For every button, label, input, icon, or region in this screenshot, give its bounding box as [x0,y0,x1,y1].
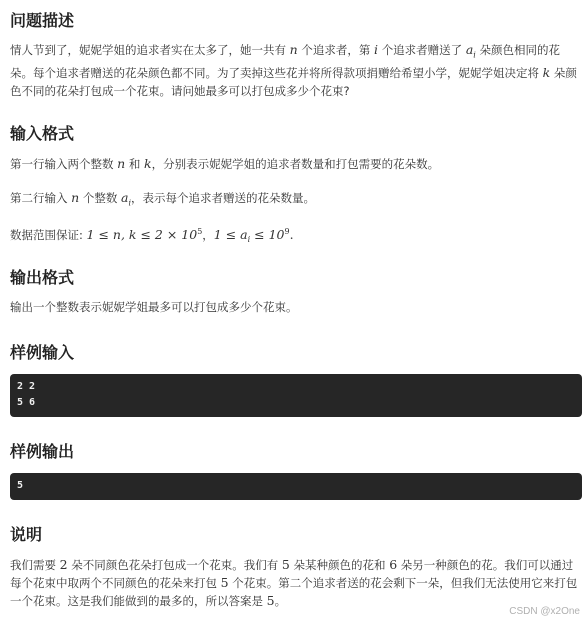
explanation-text: 我们需要 2 朵不同颜色花朵打包成一个花束。我们有 5 朵某种颜色的花和 6 朵另一种颜色的花。我们可以通过每个花束中取两个不同颜色的花朵来打包 5 个花束。第二个追求者送的花会剩下一朵，但我们无法使用它来打包一个花束。这是我们能做到的最多的，所以答案是 5。 [10,557,578,608]
sample-output-code [10,473,582,500]
sample-output-heading: 样例输出 [10,442,75,461]
problem-heading: 问题描述 [10,11,75,30]
input-line-1: 第一行输入两个整数 n 和 k，分别表示妮妮学姐的追求者数量和打包需要的花朵数。 [10,156,440,171]
explanation-heading: 说明 [10,525,43,544]
problem-text: 情人节到了，妮妮学姐的追求者实在太多了，她一共有 n 个追求者，第 i 个追求者赠送了 $a_i$ 朵颜色相同的花朵。每个追求者赠送的花朵颜色都不同。为了卖掉这些花并将所得款项捐赠给希望小学，妮妮学姐决定将 k 朵颜色不同的花朵打包成一个花束。请问她最多可以打包成多少个花束? [10,42,577,99]
sample-input-code [10,374,582,417]
sample-input-line: 2 2 [17,381,36,392]
sample-output-line: 5 [17,480,24,491]
output-heading: 输出格式 [10,268,75,287]
input-heading: 输入格式 [10,124,75,143]
watermark: CSDN @x2One [509,606,580,617]
input-line-2: 第二行输入 n 个整数 $a_i$，表示每个追求者赠送的花朵数量。 [10,190,316,208]
output-text: 输出一个整数表示妮妮学姐最多可以打包成多少个花束。 [10,300,298,314]
sample-input-heading: 样例输入 [10,343,75,362]
sample-input-line: 5 6 [17,397,36,408]
data-range: 数据范围保证: 1 ≤ n, $k \le 2 \times 10^5$，$1 \le a_i \le 10^9$. [10,226,294,245]
